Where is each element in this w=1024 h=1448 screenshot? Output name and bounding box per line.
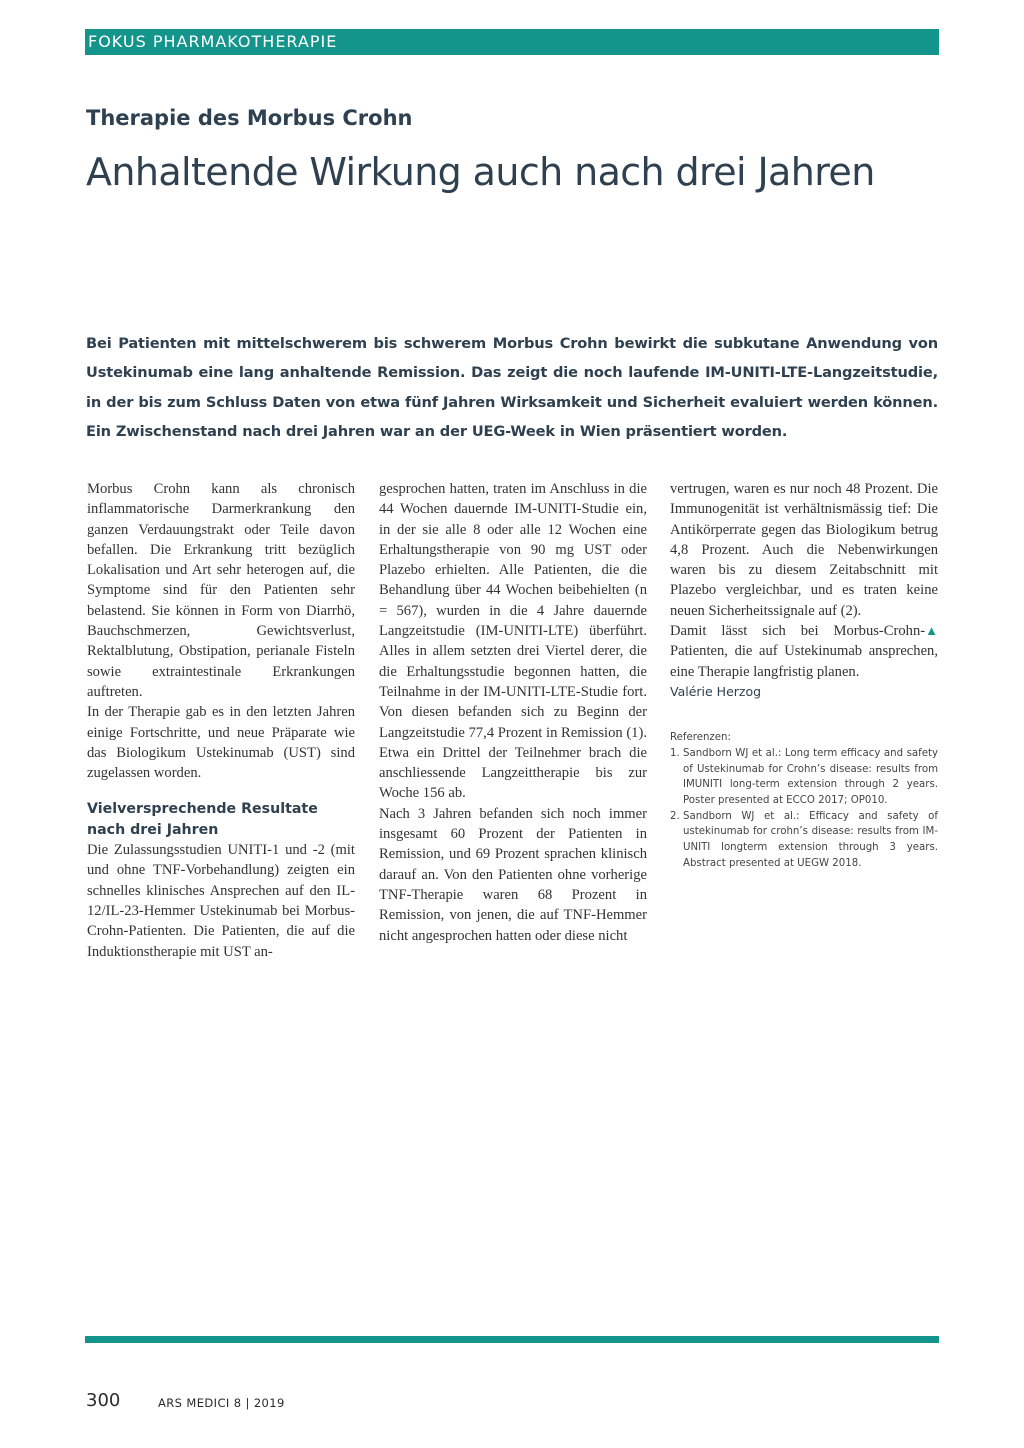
author-name: Valérie Herzog — [670, 683, 762, 699]
reference-text: Sandborn WJ et al.: Efficacy and safety of ustekinumab for crohn’s disease: results from IM-UNITI longterm extension through 3 years. Abstract presented at UEGW 2018. — [683, 810, 938, 869]
section-header-bar — [85, 29, 939, 55]
section-label: FOKUS PHARMAKOTHERAPIE — [88, 32, 338, 51]
reference-number: 1. — [670, 747, 680, 759]
reference-item — [670, 746, 938, 809]
body-paragraph: Morbus Crohn kann als chronisch inflammatorische Darmerkrankung den ganzen Verdauungstrakt oder Teile davon befallen. Die Erkrankung tritt bezüglich Lokalisation und Art sehr heterogen auf, die Symptome sind für den Patienten sehr belastend. Sie können in Form von Diarrhö, Bauchschmerzen, Gewichtsverlust, Rektalblutung, Obstipation, perianale Fisteln sowie extraintestinale Erkrankungen auftreten. — [87, 481, 355, 700]
section-subheading — [87, 799, 355, 840]
article-kicker: Therapie des Morbus Crohn — [86, 106, 413, 130]
body-column-2 — [379, 479, 647, 946]
body-paragraph: gesprochen hatten, traten im Anschluss in die 44 Wochen dauernde IM-UNITI-Studie ein, in der sie alle 8 oder alle 12 Wochen eine Erhaltungstherapie von 90 mg UST oder Plazebo erhielten. Alle Patienten, die die Behandlung über 44 Wochen beibehielten (n = 567), wurden in die 4 Jahre dauernde Langzeitstudie (IM-UNITI-LTE) überführt. Alles in allem setzten drei Viertel derer, die die Erhaltungsstudie begonnen hatten, die Teilnahme in der IM-UNITI-LTE-Studie fort. Von diesen befanden sich zu Beginn der Langzeitstudie 77,4 Prozent in Remission (1). Etwa ein Drittel der Teilnehmer brach die anschliessende Langzeittherapie bis zur Woche 156 ab. — [379, 481, 647, 802]
reference-item — [670, 809, 938, 872]
end-of-article-triangle-icon: ▲ — [925, 623, 938, 639]
body-paragraph — [670, 621, 938, 682]
reference-list — [670, 746, 938, 872]
body-paragraph-text: Damit lässt sich bei Morbus-Crohn-Patienten, die auf Ustekinumab ansprechen, eine Therapie langfristig planen. — [670, 623, 938, 680]
body-paragraph: Die Zulassungsstudien UNITI-1 und -2 (mit und ohne TNF-Vorbehandlung) zeigten ein schnelles klinisches Ansprechen auf den IL-12/IL-23-Hemmer Ustekinumab bei Morbus-Crohn-Patienten. Die Patienten, die auf die Induktionstherapie mit UST an- — [87, 842, 355, 960]
subheading-line: Vielversprechende Resultate — [87, 801, 318, 818]
article-lead: Bei Patienten mit mittelschwerem bis schwerem Morbus Crohn bewirkt die subkutane Anwendung von Ustekinumab eine lang anhaltende Remission. Das zeigt die noch laufende IM-UNITI-LTE-Langzeitstudie, in der bis zum Schluss Daten von etwa fünf Jahren Wirksamkeit und Sicherheit evaluiert werden können. Ein Zwischenstand nach drei Jahren war an der UEG-Week in Wien präsentiert worden. — [86, 335, 938, 440]
footer-rule — [85, 1336, 939, 1343]
body-column-3 — [670, 479, 938, 872]
body-paragraph: In der Therapie gab es in den letzten Jahren einige Fortschritte, und neue Präparate wie das Biologikum Ustekinumab (UST) sind zugelassen worden. — [87, 704, 355, 782]
subheading-line: nach drei Jahren — [87, 821, 219, 838]
body-paragraph: vertrugen, waren es nur noch 48 Prozent. Die Immunogenität ist verhältnismässig tief: Die Antikörperrate gegen das Biologikum betrug 4,8 Prozent. Auch die Nebenwirkungen waren bis zu diesem Zeitabschnitt mit Plazebo vergleichbar, und es traten keine neuen Sicherheitssignale auf (2). — [670, 481, 938, 619]
references — [670, 730, 938, 871]
body-column-1 — [87, 479, 355, 962]
references-title: Referenzen: — [670, 732, 731, 744]
body-paragraph: Nach 3 Jahren befanden sich noch immer insgesamt 60 Prozent der Patienten in Remission, und 69 Prozent sprachen klinisch darauf an. Von den Patienten ohne vorherige TNF-Therapie waren 68 Prozent in Remission, von jenen, die auf TNF-Hemmer nicht angesprochen hatten oder diese nicht — [379, 805, 647, 944]
reference-text: Sandborn WJ et al.: Long term efficacy and safety of Ustekinumab for Crohn’s disease: results from IMUNITI long-term extension through 2 years. Poster presented at ECCO 2017; OP010. — [683, 747, 938, 807]
article-title: Anhaltende Wirkung auch nach drei Jahren — [86, 150, 875, 194]
page-number: 300 — [86, 1390, 121, 1411]
reference-number: 2. — [670, 810, 680, 822]
journal-issue: ARS MEDICI 8 | 2019 — [158, 1396, 285, 1410]
